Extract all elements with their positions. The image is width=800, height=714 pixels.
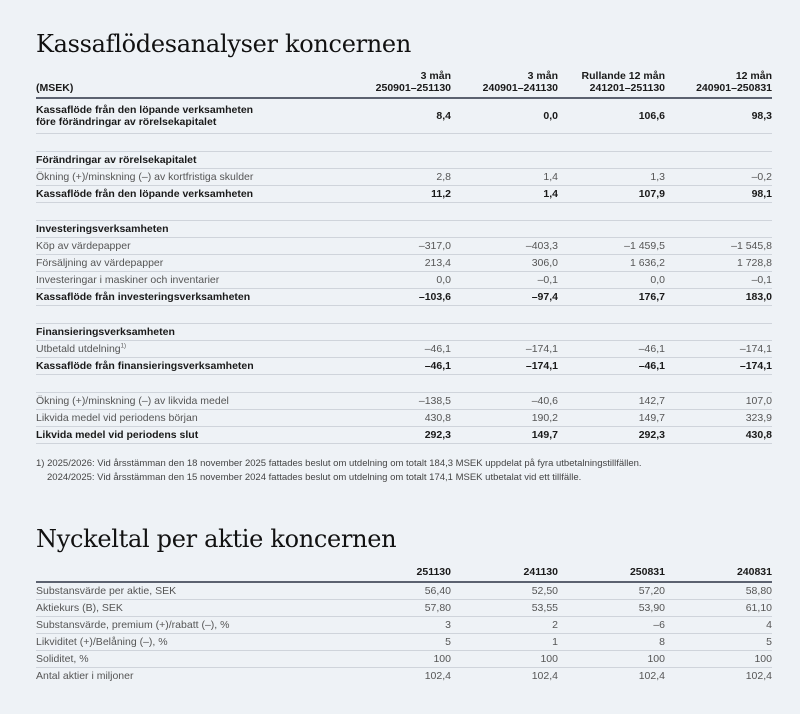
table-row: Antal aktier i miljoner 102,4 102,4 102,4 102,4	[36, 670, 772, 682]
subtotal-row: Kassaflöde från den löpande verksamheten 11,2 1,4 107,9 98,1	[36, 186, 772, 203]
keyfigures-table-wrap	[36, 566, 772, 684]
unit-label: (MSEK)	[36, 82, 74, 94]
table-row: Substansvärde per aktie, SEK 56,40 52,50 57,20 58,80	[36, 582, 772, 600]
table-row-intro: Kassaflöde från den löpande verksamheten före förändringar av rörelsekapitalet 8,4 0,0 106,6 98,3	[36, 98, 772, 134]
table-row: Likviditet (+)/Belåning (–), % 5 1 8 5	[36, 634, 772, 651]
column-header: 12 mån 240901–250831	[696, 70, 772, 94]
keyfigures-section	[36, 525, 767, 553]
cashflow-section	[36, 30, 767, 58]
spacer-row	[36, 134, 772, 152]
keyfigures-table	[36, 566, 772, 684]
spacer-row	[36, 306, 772, 324]
cashflow-header-row	[36, 70, 772, 98]
spacer-row	[36, 375, 772, 393]
column-header: 251130	[416, 566, 451, 578]
table-row: Investeringar i maskiner och inventarier 0,0 –0,1 0,0 –0,1	[36, 272, 772, 289]
footnote-line: 2024/2025: Vid årsstämman den 15 november 2024 fattades beslut om utdelning om totalt 174,1 MSEK utbetalat vid ett tillfälle.	[47, 472, 582, 483]
table-row: Substansvärde, premium (+)/rabatt (–), % 3 2 –6 4	[36, 617, 772, 634]
column-header: Rullande 12 mån 241201–251130	[581, 70, 665, 94]
subtotal-row: Kassaflöde från finansieringsverksamheten –46,1 –174,1 –46,1 –174,1	[36, 358, 772, 375]
subtotal-row: Kassaflöde från investeringsverksamheten –103,6 –97,4 176,7 183,0	[36, 289, 772, 306]
footnote-ref: 1)	[120, 343, 126, 350]
table-row: Utbetald utdelning$^{1)}$ –46,1 –174,1 –46,1 –174,1	[36, 341, 772, 358]
column-header: 241130	[523, 566, 558, 578]
keyfigures-title: Nyckeltal per aktie koncernen	[36, 525, 397, 553]
column-header: 3 mån 240901–241130	[482, 70, 558, 94]
footnotes	[36, 457, 767, 485]
cashflow-table-wrap	[36, 70, 772, 444]
section-heading: Förändringar av rörelsekapitalet	[36, 152, 772, 169]
column-header: 250831	[629, 566, 665, 578]
column-header: 3 mån 250901–251130	[375, 70, 451, 94]
cashflow-table	[36, 70, 772, 444]
table-row: Likvida medel vid periodens början 430,8 190,2 149,7 323,9	[36, 410, 772, 427]
column-header: 240831	[736, 566, 772, 578]
total-row: Likvida medel vid periodens slut 292,3 149,7 292,3 430,8	[36, 427, 772, 444]
cashflow-title: Kassaflödesanalyser koncernen	[36, 30, 411, 58]
spacer-row	[36, 203, 772, 221]
keyfigures-header-row	[36, 566, 772, 582]
row-label: Kassaflöde från den löpande verksamheten före förändringar av rörelsekapitalet	[36, 98, 346, 134]
table-row: Försäljning av värdepapper 213,4 306,0 1 636,2 1 728,8	[36, 255, 772, 272]
table-row: Ökning (+)/minskning (–) av kortfristiga skulder 2,8 1,4 1,3 –0,2	[36, 169, 772, 186]
table-row: Soliditet, % 100 100 100 100	[36, 651, 772, 668]
table-row: Köp av värdepapper –317,0 –403,3 –1 459,5 –1 545,8	[36, 238, 772, 255]
footnote-line: 1) 2025/2026: Vid årsstämman den 18 november 2025 fattades beslut om utdelning om totalt 184,3 MSEK uppdelat på fyra utbetalningstillfällen.	[36, 458, 642, 469]
section-heading: Finansieringsverksamheten	[36, 324, 772, 341]
section-heading: Investeringsverksamheten	[36, 221, 772, 238]
table-row: Aktiekurs (B), SEK 57,80 53,55 53,90 61,10	[36, 600, 772, 617]
table-row: Ökning (+)/minskning (–) av likvida medel –138,5 –40,6 142,7 107,0	[36, 393, 772, 410]
